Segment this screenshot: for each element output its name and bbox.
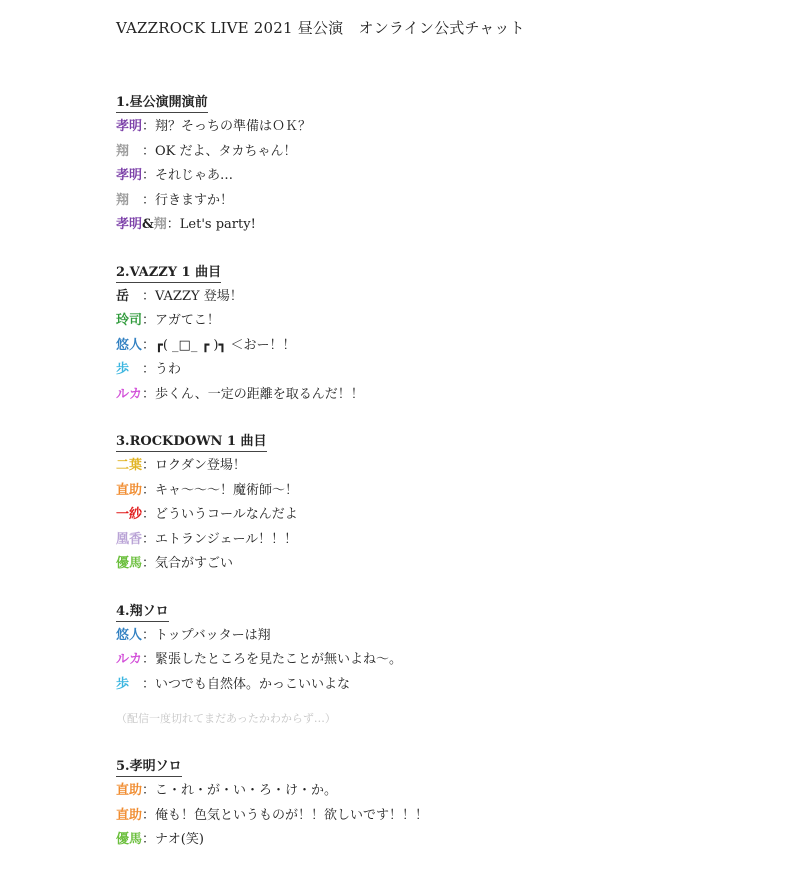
speaker-name — [116, 552, 142, 577]
speaker-name — [116, 140, 142, 165]
speaker-separator: ： — [142, 119, 156, 134]
chat-line — [116, 213, 776, 238]
section-heading: 5.孝明ソロ — [116, 758, 182, 777]
chat-message-text: いつでも自然体。かっこいいよな — [155, 676, 351, 692]
speaker-name-part: 悠人 — [116, 627, 143, 643]
speaker-name-part: & — [142, 217, 154, 232]
speaker-separator: ： — [142, 143, 156, 159]
page-title: VAZZROCK LIVE 2021 昼公演 オンライン公式チャット — [116, 19, 525, 37]
speaker-name-part: ルカ — [116, 652, 143, 667]
chat-message-text: VAZZY 登場！ — [155, 288, 243, 304]
speaker-name-part: 玲司 — [116, 313, 143, 328]
speaker-separator: ： — [142, 807, 156, 823]
speaker-separator: ： — [142, 337, 156, 353]
chat-line — [116, 673, 776, 698]
chat-message-text: それじゃあ… — [155, 168, 234, 183]
speaker-separator: ： — [142, 783, 156, 798]
speaker-name — [116, 779, 142, 804]
speaker-name-part: 凰香 — [116, 531, 143, 547]
chat-section — [116, 755, 776, 853]
chat-message-text: ナオ(笑) — [155, 832, 204, 847]
chat-line — [116, 358, 776, 383]
speaker-name-part: 悠人 — [116, 337, 143, 353]
chat-section — [116, 91, 776, 238]
speaker-name — [116, 828, 142, 853]
stream-note: （配信一度切れてまだあったかわからず…） — [116, 712, 336, 725]
speaker-name-part: 歩 — [116, 676, 130, 692]
speaker-separator: ： — [142, 458, 156, 473]
speaker-name — [116, 189, 142, 214]
speaker-name — [116, 115, 142, 140]
chat-line — [116, 164, 776, 189]
speaker-name — [116, 503, 142, 528]
speaker-name — [116, 334, 142, 359]
speaker-separator: ： — [142, 168, 156, 183]
speaker-separator: ： — [142, 507, 156, 522]
speaker-name — [116, 648, 142, 673]
speaker-name-part: 二葉 — [116, 458, 143, 473]
chat-message-text: OK だよ、タカちゃん！ — [155, 143, 297, 159]
section-heading: 4.翔ソロ — [116, 603, 169, 622]
speaker-separator: ： — [166, 217, 180, 232]
speaker-name-part: 直助 — [116, 482, 143, 498]
speaker-name-part: 直助 — [116, 783, 143, 798]
chat-line — [116, 552, 776, 577]
chat-message-text: こ・れ・が・い・ろ・け・か。 — [155, 783, 338, 798]
chat-line — [116, 648, 776, 673]
speaker-name — [116, 383, 142, 408]
speaker-separator: ： — [142, 676, 156, 692]
speaker-separator: ： — [142, 482, 156, 498]
speaker-name-part: 直助 — [116, 807, 143, 823]
section-heading: 3.ROCKDOWN 1 曲目 — [116, 433, 267, 452]
speaker-separator: ： — [142, 288, 156, 304]
chat-section — [116, 261, 776, 408]
speaker-name-part: 岳 — [116, 288, 130, 304]
chat-message-text: エトランジェール！！！ — [155, 531, 298, 547]
speaker-separator: ： — [142, 386, 156, 402]
speaker-name — [116, 804, 142, 829]
speaker-separator: ： — [142, 556, 156, 571]
chat-message-text: 翔？そっちの準備はＯＫ？ — [155, 119, 312, 134]
chat-message-text: ロクダン登場！ — [155, 458, 246, 473]
speaker-name — [116, 528, 142, 553]
speaker-name-part: 翔 — [116, 143, 130, 159]
section-heading: 1.昼公演開演前 — [116, 94, 208, 113]
speaker-name-part: 優馬 — [116, 556, 143, 571]
speaker-name-part: 孝明 — [116, 217, 143, 232]
chat-message-text: 歩くん、一定の距離を取るんだ！！ — [155, 386, 364, 402]
speaker-separator: ： — [142, 652, 156, 667]
speaker-name — [116, 624, 142, 649]
speaker-name — [116, 673, 142, 698]
speaker-name-part: 翔 — [153, 217, 167, 232]
speaker-separator: ： — [142, 627, 156, 643]
speaker-name — [116, 309, 142, 334]
chat-line — [116, 804, 776, 829]
chat-section — [116, 600, 776, 730]
chat-message-text: Let's party! — [179, 217, 256, 232]
chat-line — [116, 503, 776, 528]
chat-message-text: 俺も！色気というものが！！欲しいです！！！ — [155, 807, 429, 823]
speaker-name-part: 歩 — [116, 362, 130, 377]
chat-section — [116, 430, 776, 577]
speaker-name — [116, 164, 142, 189]
speaker-separator: ： — [142, 362, 156, 377]
chat-line — [116, 779, 776, 804]
chat-line — [116, 285, 776, 310]
chat-line — [116, 309, 776, 334]
transcript-content — [116, 91, 776, 876]
chat-line — [116, 383, 776, 408]
chat-message-text: 行きますか！ — [155, 192, 234, 208]
chat-line — [116, 454, 776, 479]
chat-message-text: 緊張したところを見たことが無いよね〜。 — [155, 652, 403, 667]
chat-line — [116, 140, 776, 165]
chat-line — [116, 828, 776, 853]
speaker-name-part: ルカ — [116, 386, 143, 402]
chat-message-text: トップバッターは翔 — [155, 627, 271, 643]
speaker-name-part: 優馬 — [116, 832, 143, 847]
chat-message-text: ┏( _□_ ┏ )┓ ＜おー！！ — [155, 337, 296, 353]
speaker-separator: ： — [142, 192, 156, 208]
speaker-separator: ： — [142, 531, 156, 547]
speaker-name-part: 翔 — [116, 192, 130, 208]
speaker-name — [116, 358, 142, 383]
speaker-name-part: 一紗 — [116, 507, 143, 522]
speaker-name-part: 孝明 — [116, 119, 143, 134]
section-heading: 2.VAZZY 1 曲目 — [116, 264, 221, 283]
speaker-name — [116, 454, 142, 479]
chat-message-text: アガてこ！ — [155, 313, 220, 328]
speaker-separator: ： — [142, 832, 156, 847]
chat-line — [116, 624, 776, 649]
chat-line — [116, 189, 776, 214]
chat-message-text: どういうコールなんだよ — [155, 507, 298, 522]
speaker-name — [116, 285, 142, 310]
speaker-name — [116, 479, 142, 504]
chat-line — [116, 334, 776, 359]
speaker-name — [116, 213, 167, 238]
chat-line — [116, 115, 776, 140]
speaker-name-part: 孝明 — [116, 168, 143, 183]
chat-message-text: キャ〜〜〜！魔術師〜！ — [155, 482, 299, 498]
chat-line — [116, 528, 776, 553]
chat-message-text: うわ — [155, 362, 182, 377]
chat-line — [116, 479, 776, 504]
chat-message-text: 気合がすごい — [155, 556, 234, 571]
speaker-separator: ： — [142, 313, 156, 328]
